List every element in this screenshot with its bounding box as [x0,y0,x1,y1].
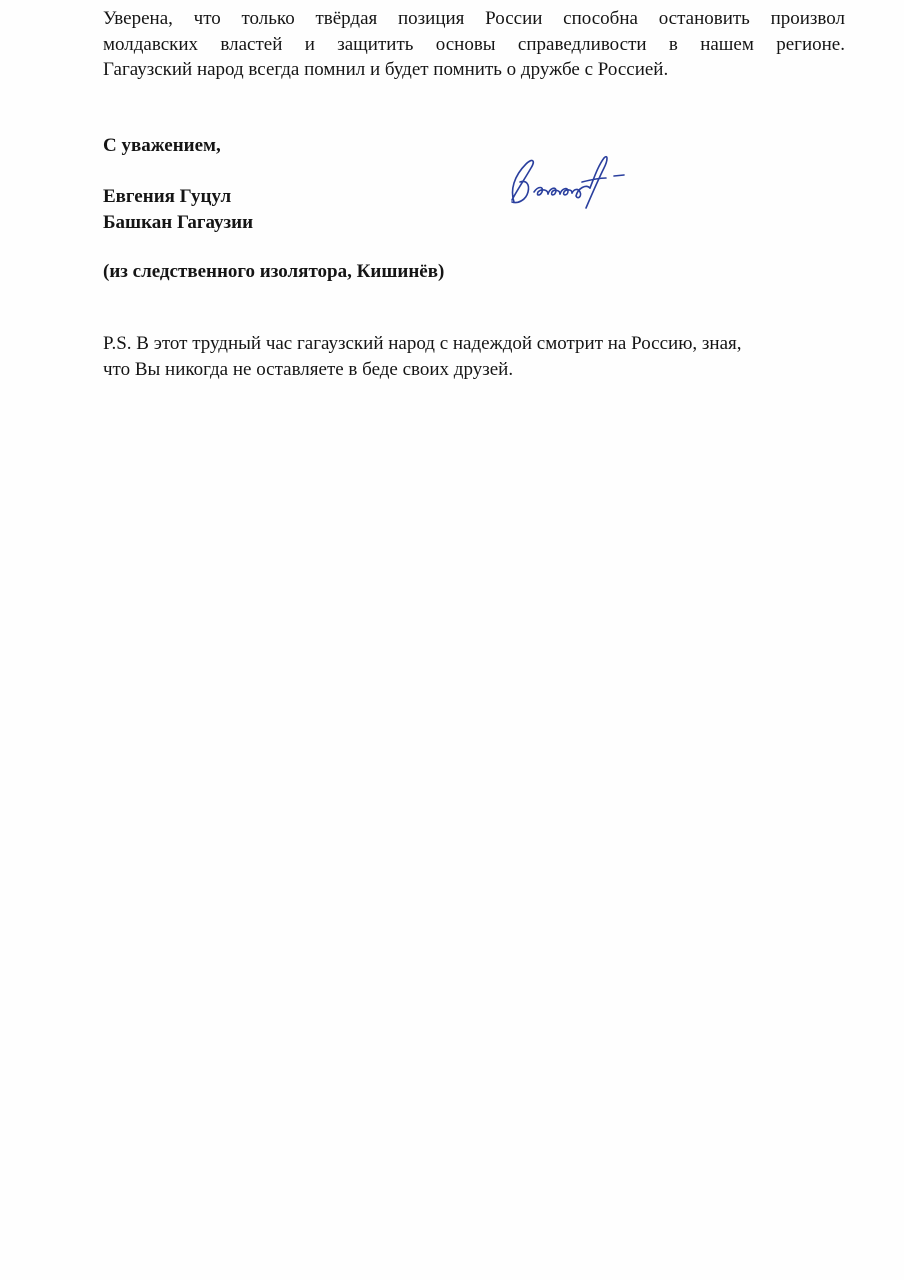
author-block [103,184,253,235]
salutation: С уважением, [103,135,221,156]
location-note: (из следственного изолятора, Кишинёв) [103,261,445,282]
author-name: Евгения Гуцул [103,186,232,207]
author-title: Башкан Гагаузии [103,211,254,233]
postscript-line-1: P.S. В этот трудный час гагаузский народ с надеждой смотрит на Россию, зная, [103,333,742,354]
closing-paragraph-line-1: Уверена, что только твёрдая позиция России способна остановить произвол [103,8,845,29]
closing-paragraph [103,6,845,83]
closing-paragraph-line-2: молдавских властей и защитить основы справедливости в нашем регионе. [103,33,845,55]
handwritten-signature [498,148,638,214]
closing-paragraph-line-3: Гагаузский народ всегда помнил и будет помнить о дружбе с Россией. [103,59,669,80]
postscript-line-2: что Вы никогда не оставляете в беде своих друзей. [103,358,514,380]
postscript [103,331,845,382]
